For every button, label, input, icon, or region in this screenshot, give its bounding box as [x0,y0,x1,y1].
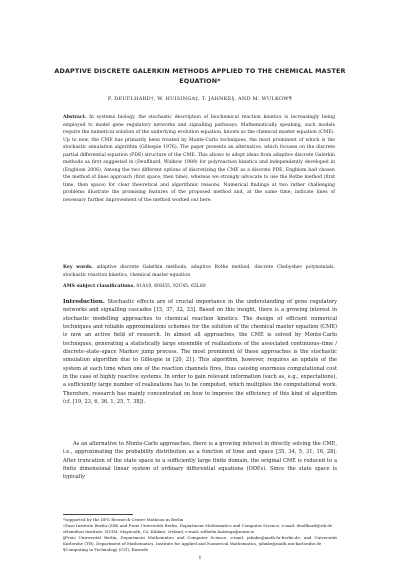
abstract-text: In systems biology, the stochastic description of biochemical reaction kinetics is increasingly being employed to model gene regulatory networks and signalling pathways. Mathematically speaking, such models require the numerical solution of the underlying evolution equation, known as the chemical master equation (CME). Up to now, the CME has primarily been treated by Monte-Carlo techniques, the most prominent of which is the stochastic simulation algorithm (Gillespie 1976). The paper presents an alternative, which focuses on the discrete partial differential equation (PDE) structure of the CME. This allows to adopt ideas from adaptive discrete Galerkin methods as first suggested in (Deuflhard, Wulkow 1989) for polyreaction kinetics and independently developed in (Engblom 2006). Among the two different options of discretizing the CME as a discrete PDE, Engblom had chosen the method of lines approach (first space, then time), whereas we strongly advocate to use the Rothe method (first time, then space) for clear theoretical and algorithmic reasons. Numerical findings at two rather challenging problems illustrate the promising features of the proposed method and, at the same time, indicate lines of necessary further improvement of the method worked out here. [63,115,335,204]
footnote-wulkow: ¶Computing in Technology (CIT), Rastede [63,547,149,553]
intro-paragraph-1-text: Stochastic effects are of crucial importance in the understanding of gene regulatory networks and signalling cascades [15, 37, 32, 33]. Based on this insight, there is a growing interest in stochastic modelling approaches to chemical reaction kinetics. The design of efficient numerical techniques and reliable approximations schemes for the solution of the chemical master equation (CME) is now an active field of research. In almost all approaches, the CME is solved by Monte-Carlo techniques, generating a statistically large ensemble of realizations of the associated continuous–time / discrete–state–space Markov jump process. The most prominent of these approaches is the stochastic simulation algorithm due to Gillespie in [20, 21]. This algorithm, however, requires an update of the system at each time when one of the reaction channels fires, thus causing enormous computational cost in the case of highly reactive systems. In order to gain relevant information (such as, e.g., expectations), a sufficiently large number of realizations has to be computed, which multiplies the computational work. Therefore, research has mainly concentrated on how to improve the efficiency of this kind of algorithm (cf. [19, 23, 6, 36, 1, 25, 7, 38]). [63,299,337,406]
abstract [63,114,335,205]
keywords-label: Key words. [63,265,94,270]
footnotes [63,517,337,554]
ams-text: 41A10, 60H35, 92C45, 65L60 [136,284,206,289]
page-number: 1 [198,555,202,561]
intro-paragraph-1 [63,298,337,406]
footnote-huisinga: ‡Hamilton Institute, NUIM, Maynooth, Co. Kildare, Ireland, e-mail: wilhelm.huisinga@nuim.ie [63,529,255,535]
section-heading-introduction: Introduction. [63,299,105,305]
footnote-jahnke: §Freie Universität Berlin, Department Mathematics and Computer Science, e-mail: jahnke@math.fu-berlin.de, and Universität Karlsruhe (TH), Department of Mathematics, Institute for Applied and Numerical Mathematics, jahnke@math.uni-karlsruhe.de [63,535,337,547]
keywords [63,264,335,279]
ams-classifications [63,283,335,291]
ams-label: AMS subject classifications. [63,284,135,289]
intro-paragraph-2: As an alternative to Monte-Carlo approaches, there is a growing interest in directly solving the CME, i.e., approximating the probability distribution as a function of time and space [35, 34, 5, 31, 16, 28]. After truncation of the state space to a sufficiently large finite domain, the original CME is reduced to a finite dimensional linear system of ordinary differential equations (ODEs). Since the state space is typically [63,441,337,481]
abstract-label: Abstract. [63,115,87,120]
keywords-text: adaptive discrete Galerkin methods, adaptive Rothe method, discrete Chebyshev polynomials, stochastic reaction kinetics, chemical master equation [63,265,335,278]
paper-title: ADAPTIVE DISCRETE GALERKIN METHODS APPLIED TO THE CHEMICAL MASTER EQUATION* [54,67,346,85]
footnote-funding: *supported by the DFG Research Center Matheon in Berlin [63,517,184,522]
footnote-divider [63,514,133,515]
footnote-deuflhard: †Zuse Institute Berlin (ZIB) and Freie Universität Berlin, Department Mathematics and Computer Science, e-mail: deuflhard@zib.de [63,523,333,529]
author-list: P. DEUFLHARD†, W. HUISINGA‡, T. JAHNKE§, AND M. WULKOW¶ [107,96,293,102]
